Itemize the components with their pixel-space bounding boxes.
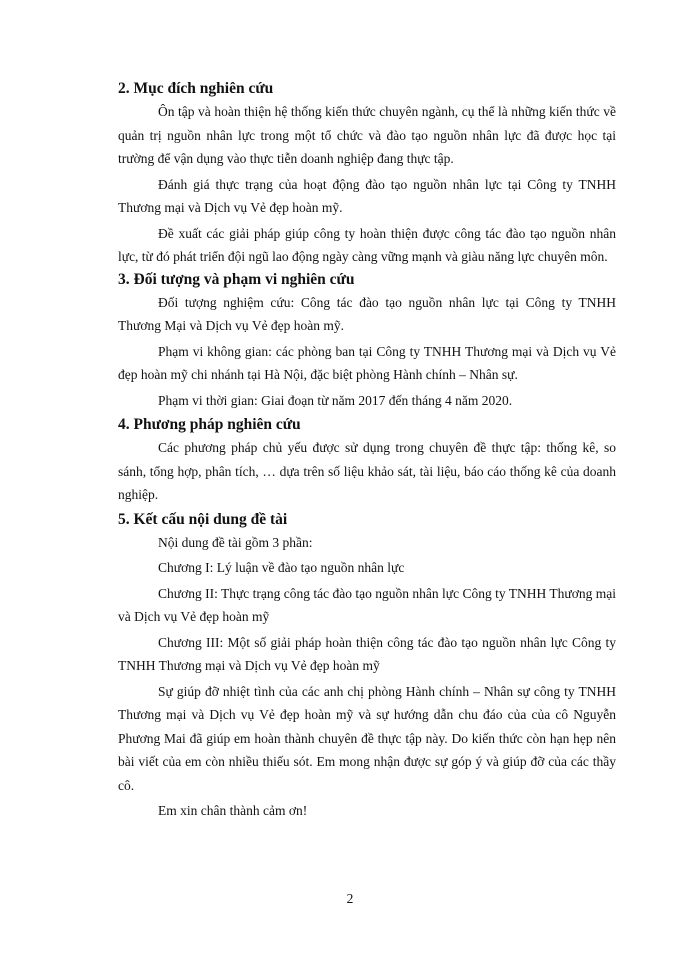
section-purpose — [118, 78, 616, 269]
paragraph: Ôn tập và hoàn thiện hệ thống kiến thức chuyên ngành, cụ thể là những kiến thức về quản trị nguồn nhân lực trong một tổ chức và đào tạo nguồn nhân lực đã được học tại trường để vận dụng vào thực tiễn doanh nghiệp đang thực tập. — [118, 104, 616, 166]
page-number: 2 — [346, 891, 354, 906]
paragraph: Phạm vi không gian: các phòng ban tại Công ty TNHH Thương mại và Dịch vụ Vẻ đẹp hoàn mỹ chi nhánh tại Hà Nội, đặc biệt phòng Hành chính – Nhân sự. — [118, 343, 616, 382]
paragraph: Chương II: Thực trạng công tác đào tạo nguồn nhân lực Công ty TNHH Thương mại và Dịch vụ Vẻ đẹp hoàn mỹ — [118, 585, 616, 624]
page-content — [118, 78, 616, 825]
paragraph: Em xin chân thành cảm ơn! — [158, 803, 308, 818]
section-structure — [118, 509, 616, 823]
section-scope — [118, 269, 616, 413]
paragraph: Chương I: Lý luận về đào tạo nguồn nhân lực — [158, 560, 405, 575]
paragraph: Phạm vi thời gian: Giai đoạn từ năm 2017 đến tháng 4 năm 2020. — [158, 392, 513, 408]
section-heading-methods: 4. Phương pháp nghiên cứu — [118, 416, 301, 433]
paragraph: Các phương pháp chủ yếu được sử dụng trong chuyên đề thực tập: thống kê, so sánh, tổng hợp, phân tích, … dựa trên số liệu khảo sát, tài liệu, báo cáo thống kê của doanh nghiệp. — [118, 440, 616, 502]
paragraph: Đề xuất các giải pháp giúp công ty hoàn thiện được công tác đào tạo nguồn nhân lực, từ đó phát triển đội ngũ lao động ngày càng vững mạnh và giàu năng lực chuyên môn. — [118, 225, 616, 264]
paragraph: Đối tượng nghiệm cứu: Công tác đào tạo nguồn nhân lực tại Công ty TNHH Thương Mại và Dịch vụ Vẻ đẹp hoàn mỹ. — [118, 294, 616, 333]
paragraph: Nội dung đề tài gồm 3 phần: — [158, 534, 313, 550]
section-heading-scope: 3. Đối tượng và phạm vi nghiên cứu — [118, 270, 355, 288]
section-heading-purpose: 2. Mục đích nghiên cứu — [118, 80, 274, 97]
paragraph: Đánh giá thực trạng của hoạt động đào tạo nguồn nhân lực tại Công ty TNHH Thương mại và Dịch vụ Vẻ đẹp hoàn mỹ. — [118, 176, 616, 215]
paragraph: Chương III: Một số giải pháp hoàn thiện công tác đào tạo nguồn nhân lực Công ty TNHH Thương mại và Dịch vụ Vẻ đẹp hoàn mỹ — [118, 634, 616, 673]
paragraph: Sự giúp đỡ nhiệt tình của các anh chị phòng Hành chính – Nhân sự công ty TNHH Thương mại và Dịch vụ Vẻ đẹp hoàn mỹ và sự hướng dẫn chu đáo của của cô Nguyễn Phương Mai đã giúp em hoàn thành chuyên đề thực tập này. Do kiến thức còn hạn hẹp nên bài viết của em còn nhiều thiếu sót. Em mong nhận được sự góp ý và giúp đỡ của các thầy cô. — [118, 683, 616, 793]
section-methods — [118, 414, 616, 507]
section-heading-structure: 5. Kết cấu nội dung đề tài — [118, 510, 288, 528]
